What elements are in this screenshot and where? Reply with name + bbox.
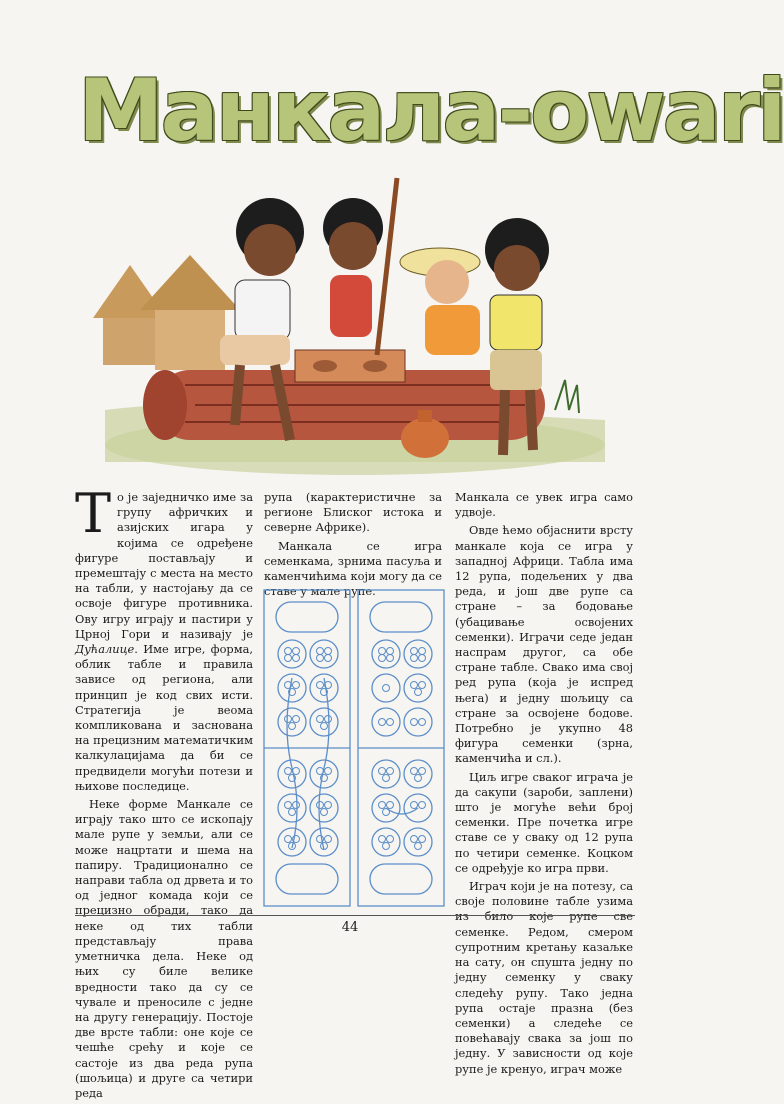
paragraph-text: о је заједничко име за групу афричких и азијских игара у којима се одређене фигуре постављају и премештају с места на место на табли, у настојању да се освоје фигуре противника. Ову игру играју и пастири у Црној Гори и називају је — [75, 490, 253, 641]
text-column-1 — [75, 482, 253, 1104]
drop-cap: Т — [75, 482, 112, 545]
text-column-2 — [264, 490, 442, 602]
paragraph: Овде ћемо објаснити врсту манкале која се игра у западној Африци. Табла има 12 рупа, подељених у два реда, и још две рупе са стране – за бодовање (убацивање освојених семенки). Играчи седе један наспрам другог, са обе стране табле. Свако има свој ред рупа (која је испред њега) и једну шољицу са стране за освојене бодове. Потребно је укупно 48 фигура семенки (зрна, каменчића и сл.). — [455, 523, 633, 766]
paragraph: Манкала се игра семенкама, зрнима пасуља и каменчићима који могу да се ставе у мале рупе. — [264, 538, 442, 599]
page-number: 44 — [341, 920, 359, 935]
game-name-italic: Дућалице — [75, 642, 135, 657]
paragraph: Неке форме Манкале се играју тако што се ископају мале рупе у земљи, али се може нацртати и шема на папиру. Традиционално се направи табла од дрвета и то од једног комада који се прецизно обради, тако да неке од тих табли представљају права уметничка дела. Неке од њих су биле велике вредности тако да су се чувале и преносиле с једне на другу генерацију. Постоје две врсте табли: оне које се чешће срећу и које се састоје из два реда рупа (шољица) и друге са четири реда — [75, 797, 253, 1100]
page-title: Манкала-owari — [78, 61, 784, 161]
paragraph — [75, 482, 253, 794]
paragraph: рупа (карактеристичне за регионе Блиског истока и северне Африке). — [264, 490, 442, 535]
footer-rule — [75, 915, 635, 916]
paragraph: Играч који је на потезу, са своје половине табле узима из било које рупе све семенке. Редом, смером супротним кретању казаљке на сату, он спушта једну по једну семенку у сваку следећу рупу. Тако једна рупа остаје празна (без семенки) а следеће се повећавају свака за још по једну. У зависности од које рупе је кренуо, играч може — [455, 879, 633, 1076]
text-column-3 — [455, 490, 633, 1080]
paragraph-text: . Име игре, форма, облик табле и правила зависе од региона, али принцип је код свих исти. Стратегија је веома компликована и заснована на прецизним математичким калкулацијама да би се предвидели могући потези и њихове последице. — [75, 642, 253, 793]
mancala-board-diagram — [262, 588, 446, 908]
paragraph: Манкала се увек игра само удвоје. — [455, 490, 633, 520]
children-playing-mancala-illustration — [85, 170, 605, 480]
paragraph: Циљ игре сваког играча је да сакупи (зароби, заплени) што је могуће већи број семенки. Пре почетка игре ставе се у сваку од 12 рупа по четири семенке. Коцком се одређује ко игра први. — [455, 769, 633, 875]
